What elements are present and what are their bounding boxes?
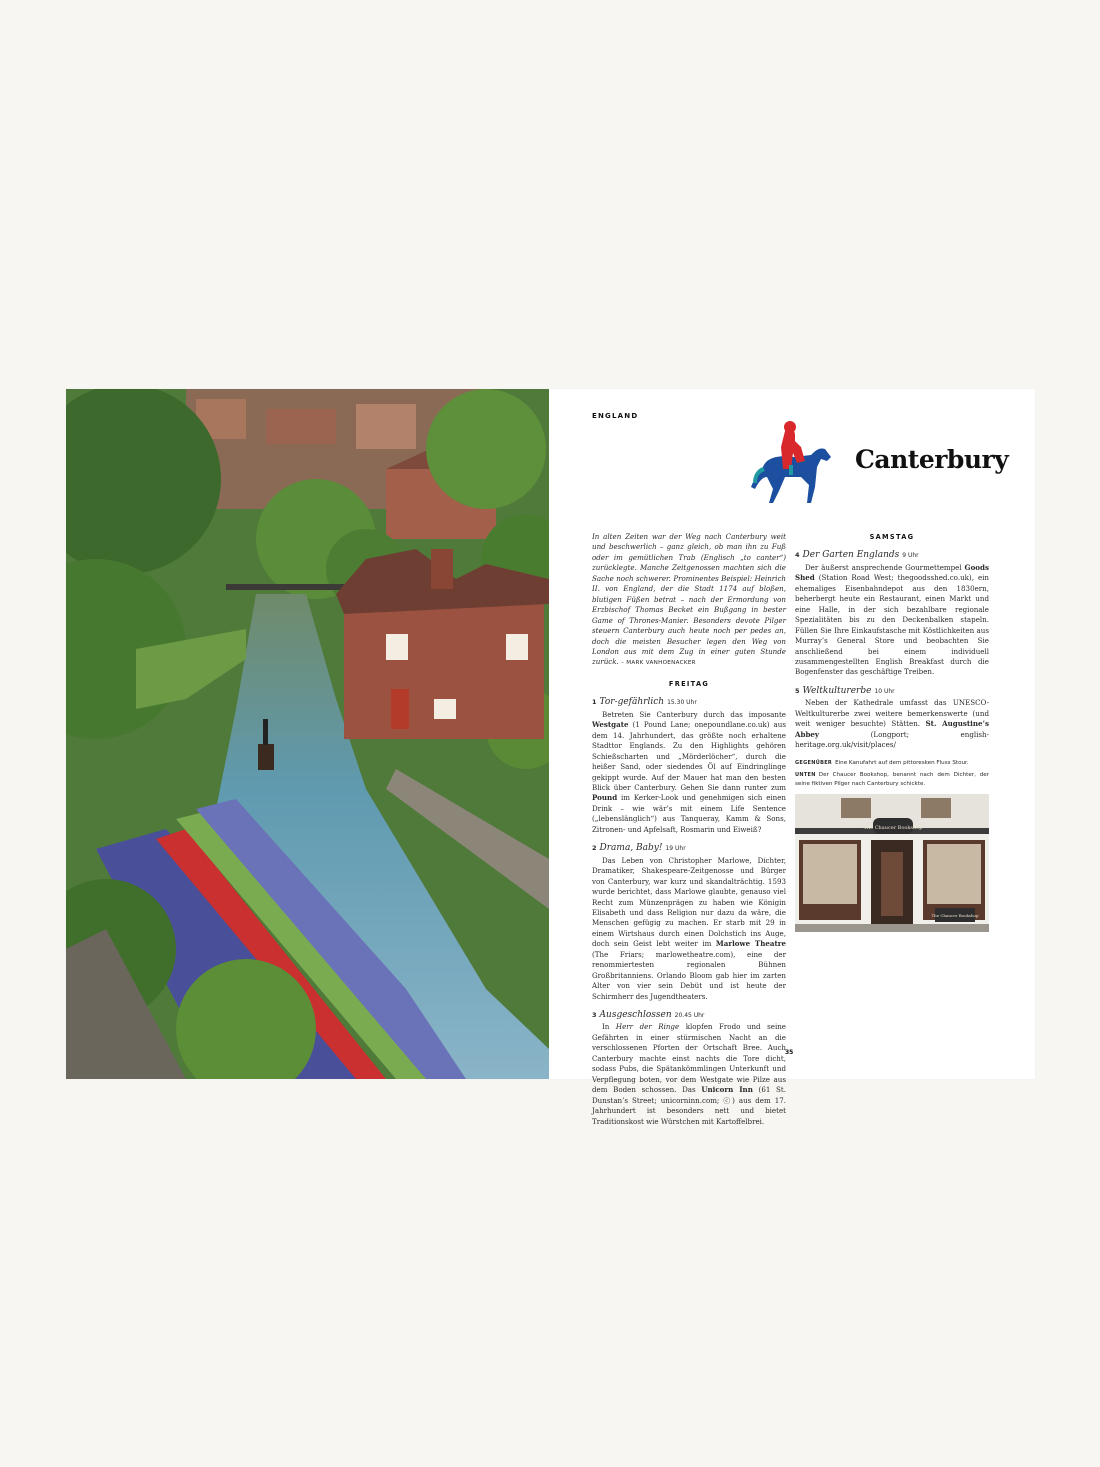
bookshop-photo [795, 794, 989, 932]
entry-number: 5 [795, 686, 800, 695]
entry-title: Der Garten Englands [802, 550, 900, 561]
entry-time: 10 Uhr [874, 687, 895, 695]
author-byline: – MARK VANHOENACKER [621, 660, 696, 667]
caption-below: UNTEN Der Chaucer Bookshop, benannt nach dem Dichter, der seine fiktiven Pilger nach Canterbury schickte. [795, 772, 989, 787]
intro-paragraph [592, 532, 786, 669]
section-heading-saturday: SAMSTAG [869, 533, 915, 541]
entry-time: 9 Uhr [902, 552, 919, 560]
page-number: 35 [785, 1049, 794, 1056]
entry-title: Tor-gefährlich [599, 697, 665, 708]
caption-opposite: GEGENÜBER Eine Kanufahrt auf dem pittoresken Fluss Stour. [795, 759, 969, 766]
entry-number: 4 [795, 551, 800, 560]
entry-body: Der äußerst ansprechende Gourmettempel Goods Shed (Station Road West; thegoodsshed.co.uk), ein ehemaliges Eisenbahndepot aus den 1830ern, beherbergt heute ein Restaurant, einen Markt und eine Halle, in der sich bezahlbare regionale Spezialitäten bis zu den Deckenbalken stapeln. Füllen Sie Ihre Einkaufstasche mit Köstlichkeiten aus Murray’s General Store und beobachten Sie anschließend bei einem individuell zusammengestellten English Breakfast durch die Bogenfenster das geschäftige Treiben. [795, 562, 989, 677]
shop-sign-top: The Chaucer Bookshop [863, 825, 923, 832]
entry-body: Neben der Kathedrale umfasst das UNESCO-Weltkulturerbe zwei weitere bemerkenswerte (und weit weniger besuchte) Stätten. St. Augustine’s Abbey (Longport; english-heritage.org.uk/visit/places/ [795, 698, 989, 750]
entry-2 [592, 843, 786, 1002]
page-title: Canterbury [855, 445, 1009, 474]
entry-title: Drama, Baby! [599, 843, 663, 854]
entry-body: Betreten Sie Canterbury durch das imposante Westgate (1 Pound Lane; onepoundlane.co.uk) aus dem 14. Jahrhundert, das größte noch erhaltene Stadttor Englands. Zu den Highlights gehören Schießscharten und „Mörderlöcher“, durch die heißer Sand, oder siedendes Öl auf Eindringlinge gekippt wurde. Auf der Mauer hat man den besten Blick über Canterbury. Gehen Sie dann runter zum Pound im Kerker-Look und genehmigen sich einen Drink – wie wär’s mit einem Life Sentence („lebenslänglich“) aus Tanqueray, Kamm & Sons, Zitronen- und Apfelsaft, Rosmarin und Eiweiß? [592, 709, 786, 834]
text-column-left [592, 532, 786, 1135]
entry-number: 3 [592, 1011, 597, 1020]
article-page [549, 389, 1035, 1126]
section-heading-friday: FREITAG [668, 679, 710, 688]
entry-1 [592, 697, 786, 835]
entry-title: Weltkulturerbe [802, 685, 872, 696]
section-kicker: ENGLAND [592, 412, 639, 420]
magazine-spread [66, 389, 1035, 1126]
entry-title: Ausgeschlossen [599, 1010, 672, 1021]
entry-body: In Herr der Ringe klopfen Frodo und seine Gefährten in einer stürmischen Nacht an die verschlossenen Pforten der Ortschaft Bree. Auch Canterbury machte einst nachts die Tore dicht, sodass Pubs, die Spätankömmlingen Unterkunft und Verpflegung boten, vor dem Westgate wie Pilze aus dem Boden schossen. Das Unicorn Inn (61 St. Dunstan’s Street; unicorninn.com; ⓒ) aus dem 17. Jahrhundert ist besonders nett und bietet Traditionskost wie Würstchen mit Kartoffelbrei. [592, 1022, 786, 1126]
entry-3 [592, 1010, 786, 1127]
entry-number: 1 [592, 698, 597, 707]
entry-number: 2 [592, 844, 597, 853]
entry-5 [795, 686, 989, 751]
entry-body: Das Leben von Christopher Marlowe, Dichter, Dramatiker, Shakespeare-Zeitgenosse und Bürger von Canterbury, war kurz und skandalträchtig. 1593 wurde berichtet, dass Marlowe glaubte, genauso viel Recht zum Münzenprägen zu haben wie Königin Elisabeth und dass Religion nur dazu da wäre, die Menschen gefügig zu machen. Er starb mit 29 in einem Wirtshaus durch einen Dolchstich ins Auge, doch sein Geist lebt weiter im Marlowe Theatre (The Friars; marlowetheatre.com), eine der renommiertesten regionalen Bühnen Großbritanniens. Orlando Bloom gab hier im zarten Alter von vier sein Debüt und ist heute der Schirmherr des Jugendtheaters. [592, 855, 786, 1001]
entry-time: 20.45 Uhr [674, 1012, 705, 1020]
entry-time: 15.30 Uhr [667, 699, 697, 707]
entry-4 [795, 550, 989, 677]
horse-rider-icon [749, 417, 835, 511]
text-column-right [795, 532, 989, 932]
intro-text: In alten Zeiten war der Weg nach Canterbury weit und beschwerlich – ganz gleich, ob man ihn zu Fuß oder im gemütlichen Trab (Englisch „to canter“) zurücklegte. Manche Zeitgenossen machten sich die Sache noch schwerer. Prominentes Beispiel: Heinrich II. von England, der die Stadt 1174 auf bloßen, blutigen Füßen betrat – nach der Ermordung von Erzbischof Thomas Becket ein Bußgang in bester Game of Thrones-Manier. Besonders devote Pilger steuern Canterbury auch heute noch per pedes an, doch die meisten Besucher legen den Weg von London aus mit dem Zug in einer guten Stunde zurück. [592, 532, 786, 667]
river-stour-photo [66, 389, 549, 1079]
entry-time: 19 Uhr [665, 845, 686, 853]
shop-sign-bottom: The Chaucer Bookshop [931, 913, 979, 919]
